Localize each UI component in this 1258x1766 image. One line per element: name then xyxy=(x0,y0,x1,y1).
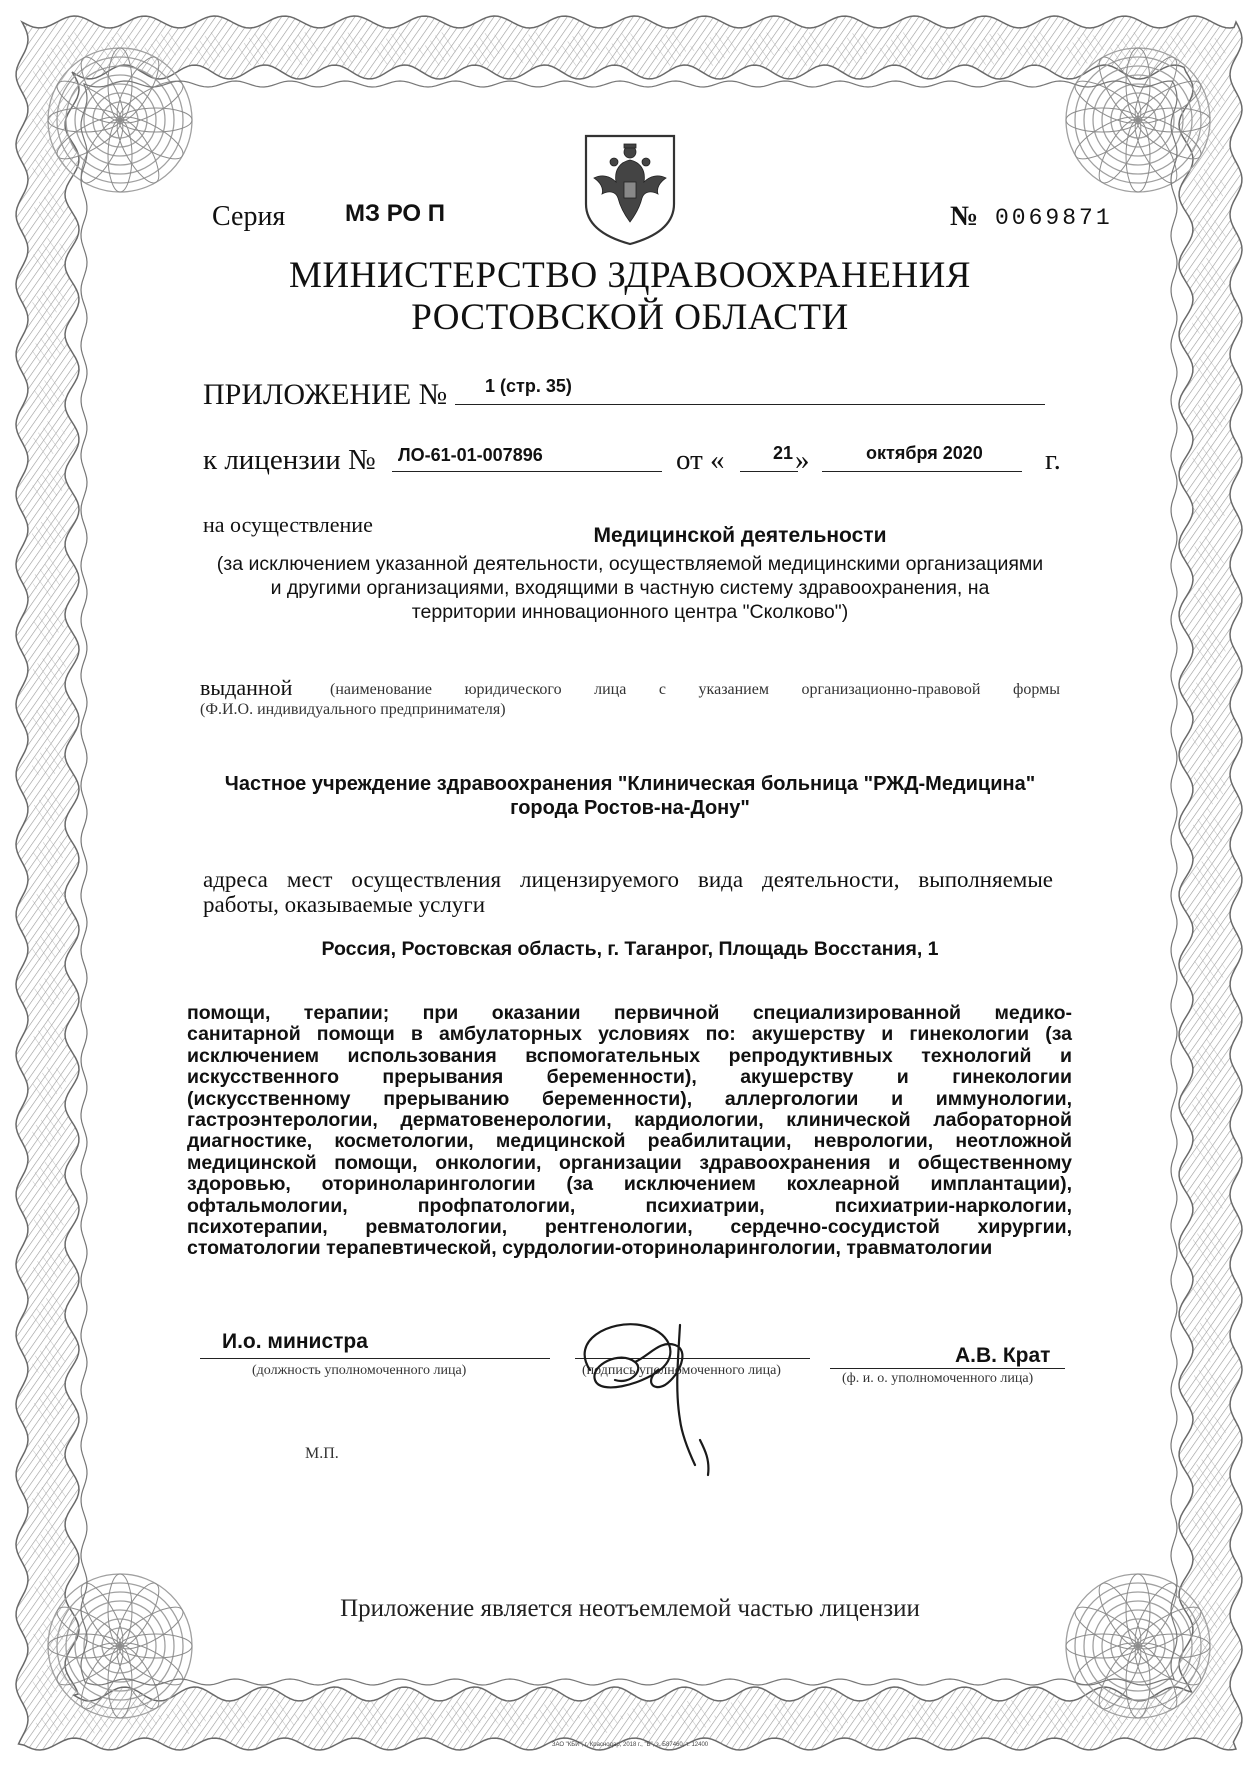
appendix-value: 1 (стр. 35) xyxy=(485,376,572,396)
services-line: гастроэнтерологии, дерматовенерологии, кардиологии, клинической лабораторной xyxy=(187,1109,1072,1132)
activity-desc-line: территории инновационного центра "Сколково") xyxy=(411,601,849,623)
position-hint: (должность уполномоченного лица) xyxy=(252,1363,467,1378)
license-label: к лицензии № xyxy=(203,444,376,476)
activity-description xyxy=(180,552,1080,624)
ministry-line-2: РОСТОВСКОЙ ОБЛАСТИ xyxy=(411,297,849,338)
services-line: диагностике, косметологии, медицинской реабилитации, неврологии, неотложной xyxy=(187,1130,1072,1153)
coat-of-arms-emblem xyxy=(580,132,680,248)
organization-line: города Ростов-на-Дону" xyxy=(510,797,750,819)
issued-hint-line-2: (Ф.И.О. индивидуального предпринимателя) xyxy=(200,701,506,718)
activity-desc-line: (за исключением указанной деятельности, осуществляемой медицинскими организациями xyxy=(216,553,1044,575)
organization-line: Частное учреждение здравоохранения "Клиническая больница "РЖД-Медицина" xyxy=(224,773,1036,795)
license-date-underline xyxy=(822,471,1022,472)
signatory-position: И.о. министра xyxy=(222,1330,368,1353)
services-line: искусственного прерывания беременности), акушерству и гинекологии xyxy=(187,1066,1072,1089)
signature-hint: (подпись уполномоченного лица) xyxy=(582,1363,781,1378)
stamp-place-label: М.П. xyxy=(305,1445,339,1462)
services-text xyxy=(187,1003,1072,1260)
activity-desc-line: и другими организациями, входящими в частную систему здравоохранения, на xyxy=(270,577,990,599)
license-year-suffix: г. xyxy=(1045,444,1061,476)
series-value: МЗ РО П xyxy=(345,200,445,227)
ministry-line-1: МИНИСТЕРСТВО ЗДРАВООХРАНЕНИЯ xyxy=(289,255,971,296)
name-hint: (ф. и. о. уполномоченного лица) xyxy=(842,1371,1034,1386)
activity-label: на осуществление xyxy=(203,512,373,537)
blank-number: 0069871 xyxy=(995,205,1113,231)
license-from-label: от « xyxy=(676,444,725,476)
services-line: исключением использования вспомогательных репродуктивных технологий и xyxy=(187,1044,1072,1067)
position-underline xyxy=(200,1358,550,1359)
services-line: психотерапии, ревматологии, рентгенологии, сердечно-сосудистой хирургии, xyxy=(187,1216,1072,1239)
services-line: санитарной помощи в амбулаторных условиях по: акушерству и гинекологии (за xyxy=(187,1023,1072,1046)
license-day-close: » xyxy=(795,444,810,476)
activity-title: Медицинской деятельности xyxy=(593,524,887,547)
handwritten-signature xyxy=(540,1300,770,1480)
series-label: Серия xyxy=(212,201,286,232)
signatory-name: А.В. Крат xyxy=(955,1344,1051,1367)
printer-imprint: ЗАО "КБИ", г. Краснодар, 2018 г., "Б", з. Б87460, т. 12400 xyxy=(551,1742,709,1748)
services-line: стоматологии терапевтической, сурдологии-оториноларингологии, травматологии xyxy=(187,1237,993,1260)
services-line: помощи, терапии; при оказании первичной специализированной медико- xyxy=(187,1002,1072,1024)
addresses-label-line-1: адреса мест осуществления лицензируемого вида деятельности, выполняемые xyxy=(203,867,1053,892)
appendix-label: ПРИЛОЖЕНИЕ № xyxy=(203,378,448,411)
services-line: медицинской помощи, онкологии, организации здравоохранения и общественному xyxy=(187,1151,1072,1174)
address-value: Россия, Ростовская область, г. Таганрог, Площадь Восстания, 1 xyxy=(321,938,939,960)
appendix-underline xyxy=(455,404,1045,405)
license-day: 21 xyxy=(773,443,794,463)
license-number: ЛО-61-01-007896 xyxy=(398,445,543,465)
services-line: (искусственному прерыванию беременности), аллергологии и иммунологии, xyxy=(187,1087,1072,1110)
issued-label: выданной xyxy=(200,675,293,700)
services-line: офтальмологии, профпатологии, психиатрии, психиатрии-наркологии, xyxy=(187,1194,1072,1217)
number-label: № xyxy=(950,201,979,232)
ministry-title xyxy=(200,255,1060,339)
name-underline xyxy=(830,1368,1065,1369)
footer-note: Приложение является неотъемлемой частью лицензии xyxy=(340,1595,920,1622)
organization-name xyxy=(180,772,1080,820)
license-month-year: октября 2020 xyxy=(866,443,983,463)
issued-hint-line-1: (наименование юридического лица с указанием организационно-правовой формы xyxy=(330,681,1060,698)
services-line: здоровью, оториноларингологии (за исключением кохлеарной имплантации), xyxy=(187,1173,1072,1196)
license-day-underline xyxy=(740,471,798,472)
license-number-underline xyxy=(392,471,662,472)
addresses-label-line-2: работы, оказываемые услуги xyxy=(203,892,486,917)
